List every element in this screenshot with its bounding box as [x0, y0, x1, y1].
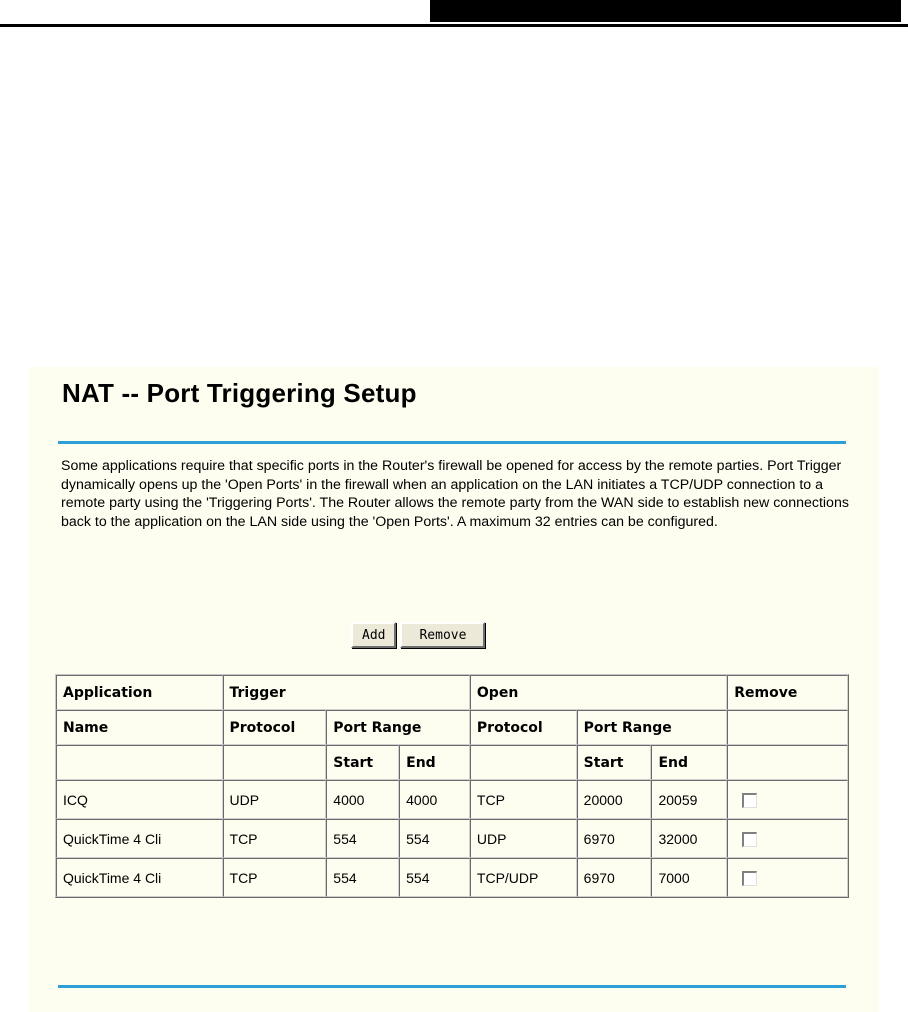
trigger-start-cell: 554 [326, 858, 399, 897]
app-name-cell: QuickTime 4 Cli [56, 858, 223, 897]
header-row-2 [56, 710, 848, 745]
open-start-cell: 6970 [577, 819, 652, 858]
document-header-bar [430, 0, 901, 22]
document-header-line [0, 24, 908, 27]
header-trigger-protocol: Protocol [223, 710, 327, 745]
trigger-end-cell: 4000 [399, 780, 470, 819]
port-triggering-panel [29, 367, 879, 1012]
app-name-cell: ICQ [56, 780, 223, 819]
header-empty [727, 745, 848, 780]
header-empty [470, 745, 577, 780]
trigger-protocol-cell: UDP [223, 780, 327, 819]
remove-button[interactable]: Remove [400, 622, 485, 648]
add-button[interactable]: Add [351, 622, 396, 648]
open-end-cell: 7000 [651, 858, 727, 897]
header-empty [223, 745, 327, 780]
open-start-cell: 6970 [577, 858, 652, 897]
header-name: Name [56, 710, 223, 745]
remove-checkbox[interactable] [742, 871, 757, 886]
header-trigger-start: Start [326, 745, 399, 780]
trigger-start-cell: 554 [326, 819, 399, 858]
table-row [56, 780, 848, 819]
remove-cell [727, 858, 848, 897]
remove-checkbox[interactable] [742, 793, 757, 808]
header-trigger: Trigger [223, 675, 470, 710]
remove-cell [727, 780, 848, 819]
open-end-cell: 20059 [651, 780, 727, 819]
app-name-cell: QuickTime 4 Cli [56, 819, 223, 858]
trigger-end-cell: 554 [399, 858, 470, 897]
header-empty [727, 710, 848, 745]
header-open-start: Start [577, 745, 652, 780]
header-open-port-range: Port Range [577, 710, 728, 745]
header-open: Open [470, 675, 727, 710]
page-title: NAT -- Port Triggering Setup [62, 378, 417, 408]
header-empty [56, 745, 223, 780]
header-row-1 [56, 675, 848, 710]
action-buttons [351, 622, 485, 648]
table-row [56, 819, 848, 858]
header-application: Application [56, 675, 223, 710]
trigger-start-cell: 4000 [326, 780, 399, 819]
bottom-divider [58, 985, 846, 988]
header-remove: Remove [727, 675, 848, 710]
remove-checkbox[interactable] [742, 832, 757, 847]
remove-cell [727, 819, 848, 858]
open-protocol-cell: TCP/UDP [470, 858, 577, 897]
open-start-cell: 20000 [577, 780, 652, 819]
open-protocol-cell: TCP [470, 780, 577, 819]
header-open-protocol: Protocol [470, 710, 577, 745]
header-trigger-port-range: Port Range [326, 710, 470, 745]
page-description: Some applications require that specific ports in the Router's firewall be opened for access by the remote parties. Port Trigger dynamically opens up the 'Open Ports' in the firewall when an application on the LAN initiates a TCP/UDP connection to a remote party using the 'Triggering Ports'. The Router allows the remote party from the WAN side to establish new connections back to the application on the LAN side using the 'Open Ports'. A maximum 32 entries can be configured. [61, 458, 849, 530]
header-open-end: End [651, 745, 727, 780]
open-end-cell: 32000 [651, 819, 727, 858]
trigger-protocol-cell: TCP [223, 858, 327, 897]
trigger-protocol-cell: TCP [223, 819, 327, 858]
header-trigger-end: End [399, 745, 470, 780]
table-row [56, 858, 848, 897]
title-divider [58, 441, 846, 444]
header-row-3 [56, 745, 848, 780]
trigger-end-cell: 554 [399, 819, 470, 858]
open-protocol-cell: UDP [470, 819, 577, 858]
port-trigger-table [55, 674, 849, 898]
